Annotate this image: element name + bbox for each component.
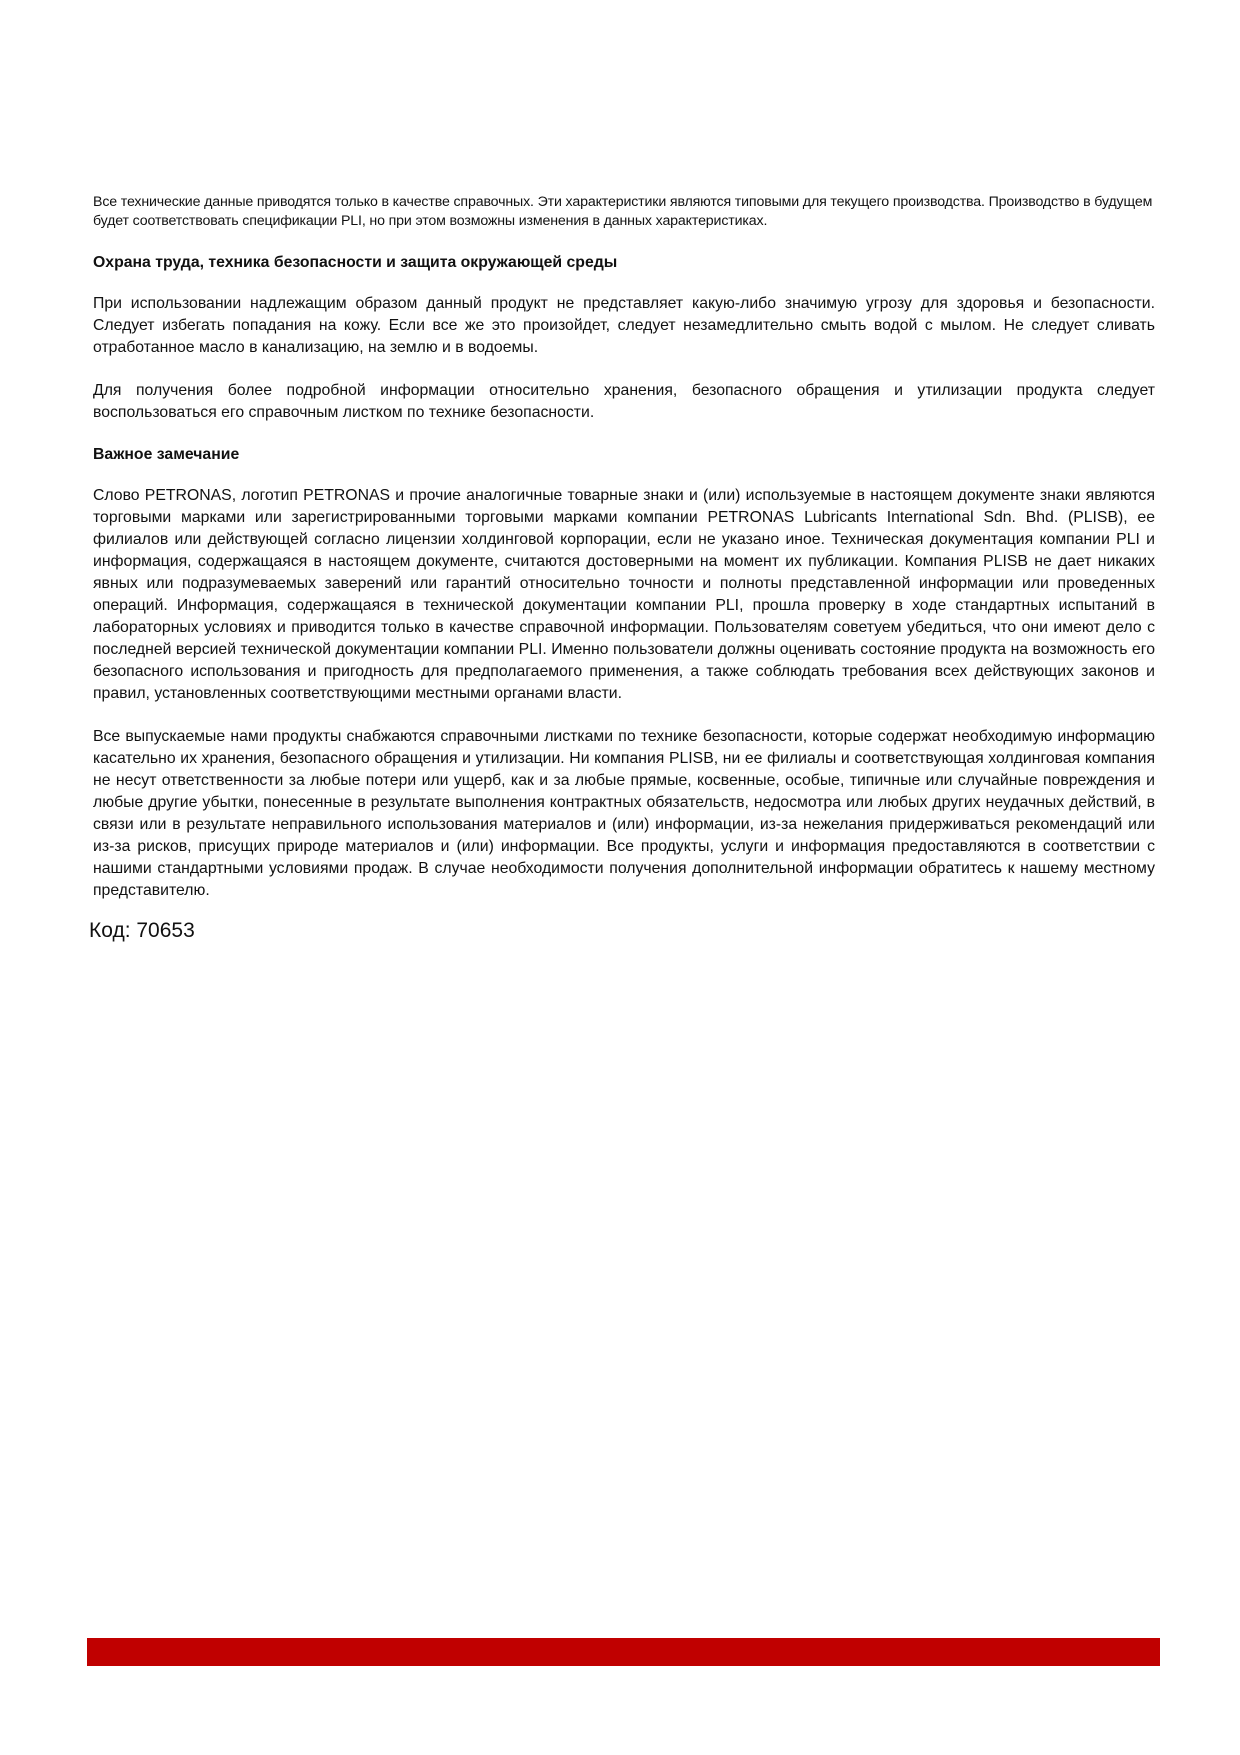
- safety-paragraph-1: При использовании надлежащим образом данный продукт не представляет какую-либо значимую угрозу для здоровья и безопасности. Следует избегать попадания на кожу. Если все же это произойдет, следует незамедлительно смыть водой с мылом. Не следует сливать отработанное масло в канализацию, на землю и в водоемы.: [93, 295, 1155, 356]
- safety-heading: Охрана труда, техника безопасности и защита окружающей среды: [93, 254, 618, 271]
- notice-paragraph-1: Слово PETRONAS, логотип PETRONAS и прочие аналогичные товарные знаки и (или) используемые в настоящем документе знаки являются торговыми марками или зарегистрированными торговыми марками компании PETRONAS Lubricants International Sdn. Bhd. (PLISB), ее филиалов или действующей согласно лицензии холдинговой корпорации, если не указано иное. Техническая документация компании PLI и информация, содержащаяся в настоящем документе, считаются достоверными на момент их публикации. Компания PLISB не дает никаких явных или подразумеваемых заверений или гарантий относительно точности и полноты представленной информации или проведенных операций. Информация, содержащаяся в технической документации компании PLI, прошла проверку в ходе стандартных испытаний в лабораторных условиях и приводится только в качестве справочной информации. Пользователям советуем убедиться, что они имеют дело с последней версией технической документации компании PLI. Именно пользователи должны оценивать состояние продукта на возможность его безопасного использования и пригодность для предполагаемого применения, а также соблюдать требования всех действующих законов и правил, установленных соответствующими местными органами власти.: [93, 487, 1155, 702]
- document-body: [93, 193, 1155, 923]
- footer-bar: [87, 1638, 1160, 1666]
- notice-paragraph-2: Все выпускаемые нами продукты снабжаются справочными листками по технике безопасности, которые содержат необходимую информацию касательно их хранения, безопасного обращения и утилизации. Ни компания PLISB, ни ее филиалы и соответствующая холдинговая компания не несут ответственности за любые потери или ущерб, как и за любые прямые, косвенные, особые, типичные или случайные повреждения и любые другие убытки, понесенные в результате выполнения контрактных обязательств, недосмотра или любых других неудачных действий, в связи или в результате неправильного использования материалов и (или) информации, из-за нежелания придерживаться рекомендаций или из-за рисков, присущих природе материалов и (или) информации. Все продукты, услуги и информация предоставляются в соответствии с нашими стандартными условиями продаж. В случае необходимости получения дополнительной информации обратитесь к нашему местному представителю.: [93, 728, 1155, 899]
- product-code: Код: 70653: [89, 919, 195, 942]
- safety-paragraph-2: Для получения более подробной информации относительно хранения, безопасного обращения и утилизации продукта следует воспользоваться его справочным листком по технике безопасности.: [93, 382, 1155, 421]
- reference-note: Все технические данные приводятся только в качестве справочных. Эти характеристики являются типовыми для текущего производства. Производство в будущем будет соответствовать спецификации PLI, но при этом возможны изменения в данных характеристиках.: [93, 194, 1153, 229]
- notice-heading: Важное замечание: [93, 446, 240, 463]
